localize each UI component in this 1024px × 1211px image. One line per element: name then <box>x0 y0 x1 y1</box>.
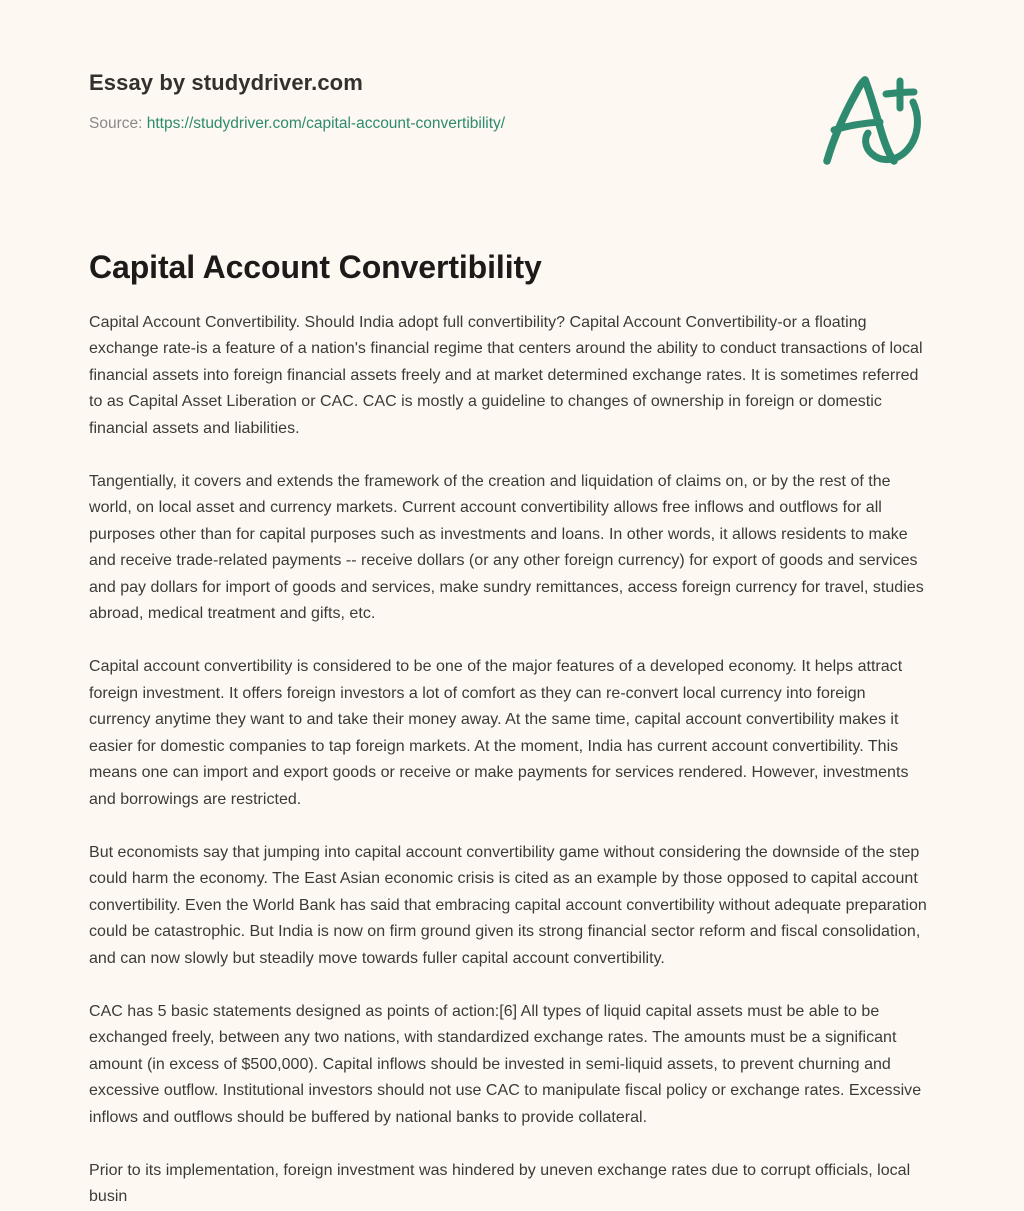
brand-title: Essay by studydriver.com <box>89 70 363 95</box>
page-header <box>0 0 1024 200</box>
article-body <box>89 288 927 1211</box>
article-paragraph: But economists say that jumping into capital account convertibility game without considering the downside of the step could harm the economy. The East Asian economic crisis is cited as an example by those opposed to capital account convertibility. Even the World Bank has said that embracing capital account convertibility without adequate preparation could be catastrophic. But India is now on firm ground given its strong financial sector reform and fiscal consolidation, and can now slowly but steadily move towards fuller capital account convertibility. <box>89 843 927 967</box>
source-label: Source: <box>89 115 143 132</box>
article-paragraph: Capital account convertibility is considered to be one of the major features of a developed economy. It helps attract foreign investment. It offers foreign investors a lot of comfort as they can re-convert local currency into foreign currency anytime they want to and take their money away. At the same time, capital account convertibility makes it easier for domestic companies to tap foreign markets. At the moment, India has current account convertibility. This means one can import and export goods or receive or make payments for services rendered. However, investments and borrowings are restricted. <box>89 658 909 808</box>
article <box>89 246 927 1211</box>
article-paragraph: Prior to its implementation, foreign investment was hindered by uneven exchange rates due to corrupt officials, local busin <box>89 1161 911 1206</box>
brand-block <box>89 68 729 135</box>
page-title: Capital Account Convertibility <box>89 249 542 285</box>
article-paragraph: Capital Account Convertibility. Should India adopt full convertibility? Capital Account Convertibility-or a floating exchange rate-is a feature of a nation's financial regime that centers around the ability to conduct transactions of local financial assets into foreign financial assets freely and at market determined exchange rates. It is sometimes referred to as Capital Asset Liberation or CAC. CAC is mostly a guideline to changes of ownership in foreign or domestic financial assets and liabilities. <box>89 314 923 437</box>
article-paragraph: CAC has 5 basic statements designed as points of action:[6] All types of liquid capital assets must be able to be exchanged freely, between any two nations, with standardized exchange rates. The amounts must be a significant amount (in excess of $500,000). Capital inflows should be invested in semi-liquid assets, to prevent churning and excessive outflow. Institutional investors should not use CAC to manipulate fiscal policy or exchange rates. Excessive inflows and outflows should be buffered by national banks to provide collateral. <box>89 1002 922 1126</box>
article-paragraph: Tangentially, it covers and extends the framework of the creation and liquidation of claims on, or by the rest of the world, on local asset and currency markets. Current account convertibility allows free inflows and outflows for all purposes other than for capital purposes such as investments and loans. In other words, it allows residents to make and receive trade-related payments -- receive dollars (or any other foreign currency) for export of goods and services and pay dollars for import of goods and services, make sundry remittances, access foreign currency for travel, studies abroad, medical treatment and gifts, etc. <box>89 473 924 623</box>
a-plus-logo-icon[interactable] <box>814 68 926 168</box>
source-line <box>89 98 729 135</box>
source-url-link[interactable]: https://studydriver.com/capital-account-convertibility/ <box>146 115 506 132</box>
